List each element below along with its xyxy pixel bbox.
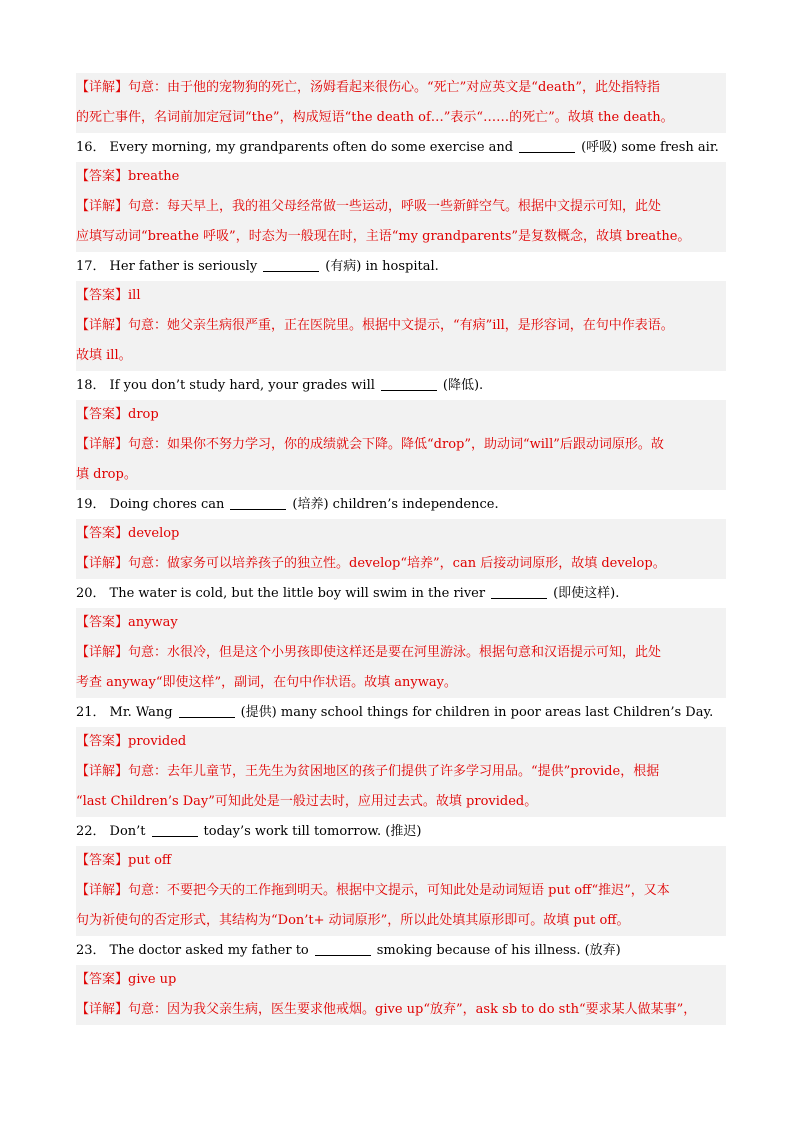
answer-22: 【答案】put off: [76, 846, 726, 876]
question-21: 21． Mr. Wang (提供) many school things for children in poor areas last Children’s Day.: [76, 698, 726, 727]
answer-blank: [152, 820, 198, 837]
explanation-block-18: 【详解】句意：如果你不努力学习，你的成绩就会下降。降低“drop”，助动词“will”后跟动词原形。故 填 drop。: [76, 430, 726, 490]
explanation-block-21: 【详解】句意：去年儿童节，王先生为贫困地区的孩子们提供了许多学习用品。“提供”provide，根据 “last Children’s Day”可知此处是一般过去时，应用过去式。故填 provided。: [76, 757, 726, 817]
question-23: 23． The doctor asked my father to smoking because of his illness. (放弃): [76, 936, 726, 965]
answer-blank: [381, 374, 437, 391]
question-16: 16． Every morning, my grandparents often do some exercise and (呼吸) some fresh air.: [76, 133, 726, 162]
answer-18: 【答案】drop: [76, 400, 726, 430]
explanation-block-17: 【详解】句意：她父亲生病很严重，正在医院里。根据中文提示，“有病”ill，是形容词，在句中作表语。 故填 ill。: [76, 311, 726, 371]
answer-blank: [179, 701, 235, 718]
question-22: 22． Don’t today’s work till tomorrow. (推迟): [76, 817, 726, 846]
answer-20: 【答案】anyway: [76, 608, 726, 638]
answer-21: 【答案】provided: [76, 727, 726, 757]
answer-blank: [491, 582, 547, 599]
question-18: 18． If you don’t study hard, your grades will (降低).: [76, 371, 726, 400]
question-20: 20． The water is cold, but the little boy will swim in the river (即使这样).: [76, 579, 726, 608]
explanation-block-15: [76, 73, 726, 133]
exercise-content: [76, 73, 726, 1025]
question-19: 19． Doing chores can (培养) children’s independence.: [76, 490, 726, 519]
explanation-line: 的死亡事件，名词前加定冠词“the”，构成短语“the death of…”表示“……的死亡”。故填 the death。: [76, 110, 674, 125]
explanation-block-19: 【详解】句意：做家务可以培养孩子的独立性。develop“培养”，can 后接动词原形，故填 develop。: [76, 549, 726, 579]
answer-blank: [230, 493, 286, 510]
explanation-block-23: 【详解】句意：因为我父亲生病，医生要求他戒烟。give up“放弃”，ask sb to do sth“要求某人做某事”，: [76, 995, 726, 1025]
explanation-block-22: 【详解】句意：不要把今天的工作拖到明天。根据中文提示，可知此处是动词短语 put off“推迟”，又本 句为祈使句的否定形式，其结构为“Don’t+ 动词原形”，所以此处填其原形即可。故填 put off。: [76, 876, 726, 936]
answer-blank: [315, 939, 371, 956]
answer-blank: [263, 255, 319, 272]
answer-19: 【答案】develop: [76, 519, 726, 549]
answer-23: 【答案】give up: [76, 965, 726, 995]
answer-17: 【答案】ill: [76, 281, 726, 311]
explanation-block-16: 【详解】句意：每天早上，我的祖父母经常做一些运动，呼吸一些新鲜空气。根据中文提示可知，此处 应填写动词“breathe 呼吸”，时态为一般现在时，主语“my grandparents”是复数概念，故填 breathe。: [76, 192, 726, 252]
answer-blank: [519, 136, 575, 153]
answer-16: 【答案】breathe: [76, 162, 726, 192]
explanation-block-20: 【详解】句意：水很冷，但是这个小男孩即使这样还是要在河里游泳。根据句意和汉语提示可知，此处 考查 anyway“即使这样”，副词，在句中作状语。故填 anyway。: [76, 638, 726, 698]
explanation-line: 【详解】句意：由于他的宠物狗的死亡，汤姆看起来很伤心。“死亡”对应英文是“death”，此处指特指: [76, 80, 660, 95]
question-17: 17． Her father is seriously (有病) in hospital.: [76, 252, 726, 281]
detail-tag: 【详解】: [76, 80, 129, 95]
